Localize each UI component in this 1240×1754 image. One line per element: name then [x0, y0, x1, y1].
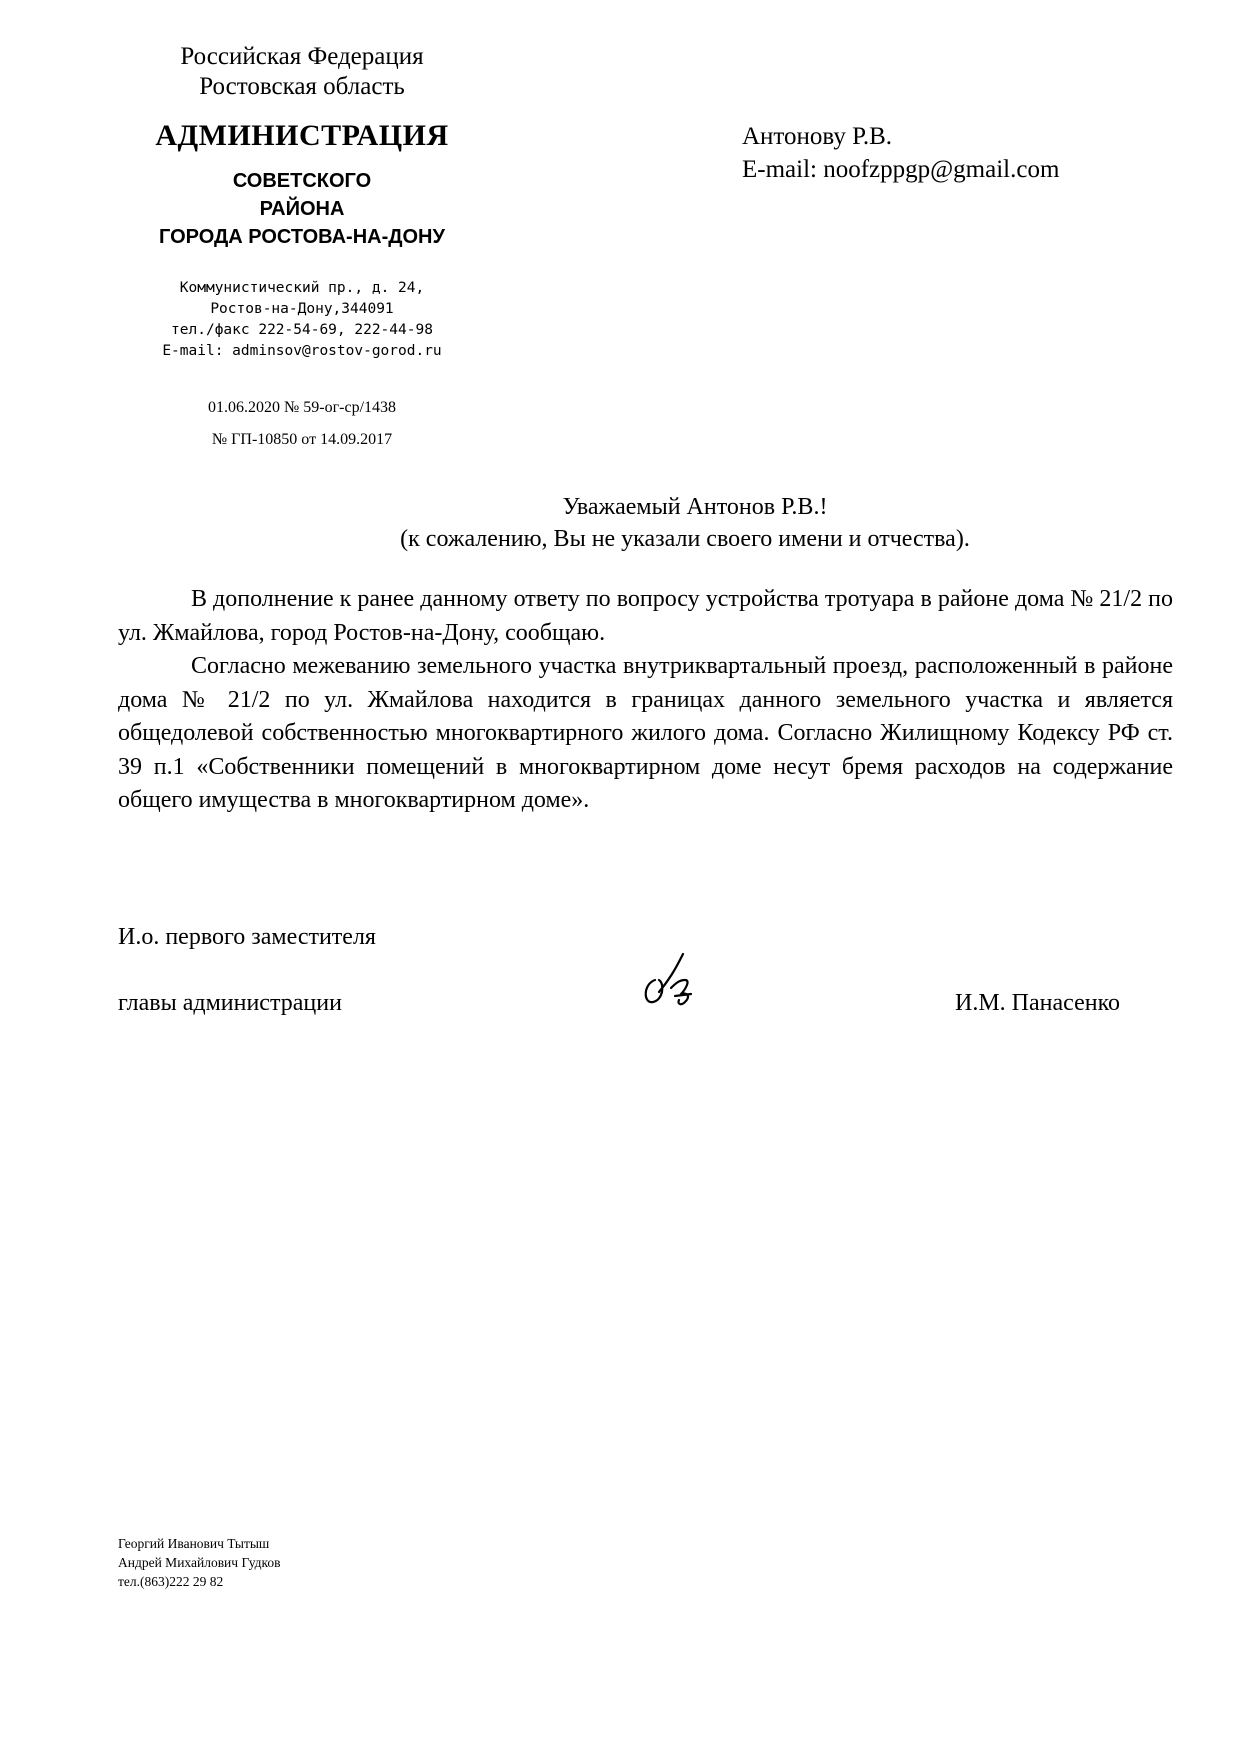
letterhead-ref-outgoing: 01.06.2020 № 59-ог-ср/1438: [207, 399, 397, 416]
body-paragraph-2: Согласно межеванию земельного участка внутриквартальный проезд, расположенный в районе дома № 21/2 по ул. Жмайлова находится в границах данного земельного участка и является общедолевой собственностью многоквартирного жилого дома. Согласно Жилищному Кодексу РФ ст. 39 п.1 «Собственники помещений в многоквартирном доме несут бремя расходов на содержание общего имущества в многоквартирном доме».: [118, 653, 1173, 813]
footer-contact-1: Георгий Иванович Тытыш: [118, 1536, 270, 1551]
signatory-name: И.М. Панасенко: [955, 990, 1121, 1016]
letterhead-address-phone: тел./факс 222-54-69, 222-44-98: [171, 322, 433, 338]
letterhead-address-city: Ростов-на-Дону,344091: [210, 301, 394, 317]
letter-body: [118, 583, 1173, 818]
letterhead-region: Ростовская область: [199, 73, 405, 100]
letterhead-org-sub-3: ГОРОДА РОСТОВА-НА-ДОНУ: [159, 226, 445, 248]
signature-title-line-1: И.о. первого заместителя: [118, 924, 376, 950]
salutation-line-2: (к сожалению, Вы не указали своего имени и отчества).: [400, 526, 970, 552]
letterhead-ref-incoming: № ГП-10850 от 14.09.2017: [211, 431, 393, 448]
footer-phone: тел.(863)222 29 82: [118, 1574, 224, 1589]
handwritten-signature: [635, 940, 715, 1020]
letterhead-address-email: E-mail: adminsov@rostov-gorod.ru: [162, 343, 442, 359]
signature-title-line-2: главы администрации: [118, 990, 342, 1016]
salutation-line-1: Уважаемый Антонов Р.В.!: [562, 494, 828, 520]
letterhead-org-title: АДМИНИСТРАЦИЯ: [155, 119, 449, 152]
recipient-email: E-mail: noofzppgp@gmail.com: [742, 156, 1060, 183]
letterhead-org-sub-2: РАЙОНА: [259, 198, 345, 220]
letterhead-org-sub-1: СОВЕТСКОГО: [232, 170, 372, 192]
letterhead-country: Российская Федерация: [180, 43, 424, 70]
letterhead-address-street: Коммунистический пр., д. 24,: [179, 280, 425, 296]
recipient-name: Антонову Р.В.: [742, 123, 893, 150]
body-paragraph-1: В дополнение к ранее данному ответу по вопросу устройства тротуара в районе дома № 21/2 по ул. Жмайлова, город Ростов-на-Дону, сообщаю.: [118, 586, 1173, 646]
footer-contact-2: Андрей Михайлович Гудков: [118, 1555, 281, 1570]
